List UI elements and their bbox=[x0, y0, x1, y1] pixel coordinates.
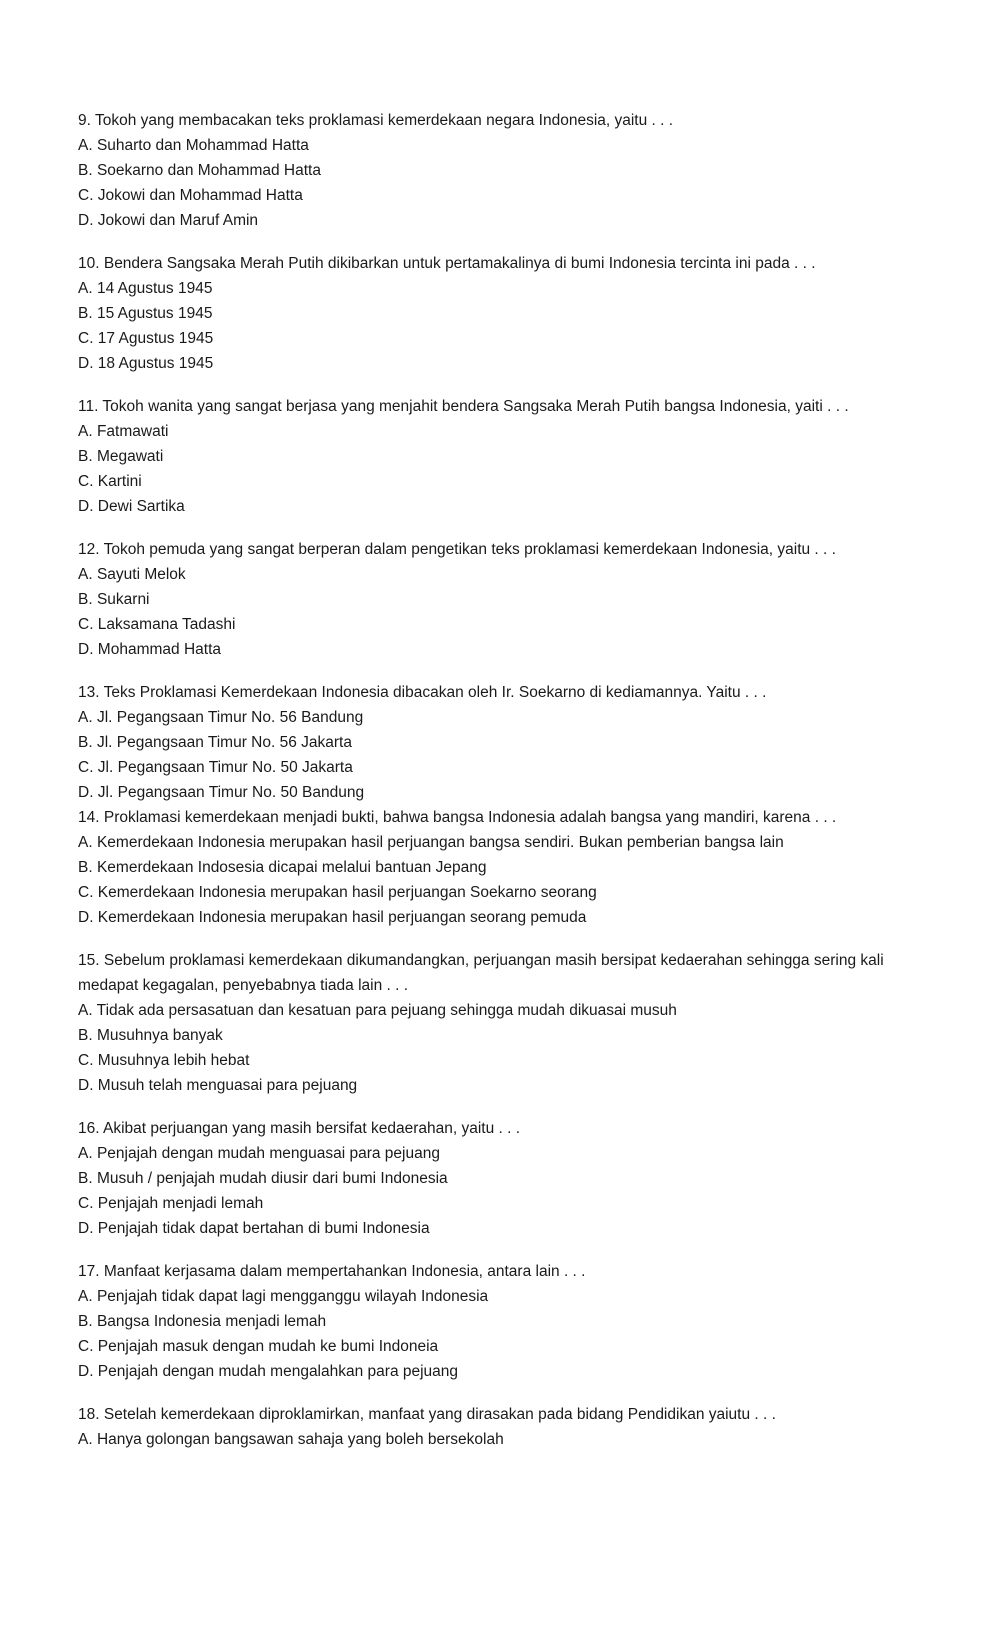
option-a: A. Tidak ada persasatuan dan kesatuan para pejuang sehingga mudah dikuasai musuh bbox=[78, 1002, 677, 1019]
question-18 bbox=[78, 1402, 938, 1452]
option-d: D. Dewi Sartika bbox=[78, 498, 185, 515]
option-c: C. Penjajah masuk dengan mudah ke bumi Indoneia bbox=[78, 1338, 439, 1355]
question-16 bbox=[78, 1116, 938, 1241]
question-11 bbox=[78, 394, 938, 519]
option-d: D. 18 Agustus 1945 bbox=[78, 355, 214, 372]
question-15 bbox=[78, 948, 938, 1098]
option-a: A. Suharto dan Mohammad Hatta bbox=[78, 137, 309, 154]
option-a: A. Jl. Pegangsaan Timur No. 56 Bandung bbox=[78, 709, 364, 726]
option-b: B. Soekarno dan Mohammad Hatta bbox=[78, 162, 321, 179]
option-a: A. Hanya golongan bangsawan sahaja yang boleh bersekolah bbox=[78, 1431, 504, 1448]
question-text: 12. Tokoh pemuda yang sangat berperan dalam pengetikan teks proklamasi kemerdekaan Indonesia, yaitu . . . bbox=[78, 541, 836, 558]
option-d: D. Jl. Pegangsaan Timur No. 50 Bandung bbox=[78, 784, 365, 801]
option-b: B. Musuh / penjajah mudah diusir dari bumi Indonesia bbox=[78, 1170, 448, 1187]
option-c: C. Jl. Pegangsaan Timur No. 50 Jakarta bbox=[78, 759, 353, 776]
question-text: 11. Tokoh wanita yang sangat berjasa yang menjahit bendera Sangsaka Merah Putih bangsa Indonesia, yaiti . . . bbox=[78, 398, 849, 415]
question-text: 17. Manfaat kerjasama dalam mempertahankan Indonesia, antara lain . . . bbox=[78, 1263, 586, 1280]
option-a: A. Kemerdekaan Indonesia merupakan hasil perjuangan bangsa sendiri. Bukan pemberian bangsa lain bbox=[78, 834, 784, 851]
option-c: C. Kemerdekaan Indonesia merupakan hasil perjuangan Soekarno seorang bbox=[78, 884, 597, 901]
option-d: D. Musuh telah menguasai para pejuang bbox=[78, 1077, 358, 1094]
option-c: C. Musuhnya lebih hebat bbox=[78, 1052, 250, 1069]
option-c: C. Kartini bbox=[78, 473, 142, 490]
option-b: B. Megawati bbox=[78, 448, 164, 465]
option-d: D. Penjajah dengan mudah mengalahkan para pejuang bbox=[78, 1363, 459, 1380]
question-10 bbox=[78, 251, 938, 376]
question-text: 10. Bendera Sangsaka Merah Putih dikibarkan untuk pertamakalinya di bumi Indonesia tercinta ini pada . . . bbox=[78, 255, 816, 272]
question-14 bbox=[78, 805, 938, 930]
option-a: A. Fatmawati bbox=[78, 423, 169, 440]
question-text: 16. Akibat perjuangan yang masih bersifat kedaerahan, yaitu . . . bbox=[78, 1120, 521, 1137]
option-b: B. Bangsa Indonesia menjadi lemah bbox=[78, 1313, 327, 1330]
option-c: C. Laksamana Tadashi bbox=[78, 616, 236, 633]
question-text: 15. Sebelum proklamasi kemerdekaan dikumandangkan, perjuangan masih bersipat kedaerahan sehingga sering kali medapat kegagalan, penyebabnya tiada lain . . . bbox=[78, 952, 884, 994]
question-17 bbox=[78, 1259, 938, 1384]
question-12 bbox=[78, 537, 938, 662]
option-b: B. 15 Agustus 1945 bbox=[78, 305, 213, 322]
option-a: A. Penjajah dengan mudah menguasai para pejuang bbox=[78, 1145, 440, 1162]
option-a: A. Penjajah tidak dapat lagi mengganggu wilayah Indonesia bbox=[78, 1288, 489, 1305]
question-text: 9. Tokoh yang membacakan teks proklamasi kemerdekaan negara Indonesia, yaitu . . . bbox=[78, 112, 674, 129]
option-d: D. Jokowi dan Maruf Amin bbox=[78, 212, 259, 229]
question-text: 13. Teks Proklamasi Kemerdekaan Indonesia dibacakan oleh Ir. Soekarno di kediamannya. Yaitu . . . bbox=[78, 684, 767, 701]
question-text: 18. Setelah kemerdekaan diproklamirkan, manfaat yang dirasakan pada bidang Pendidikan yaiutu . . . bbox=[78, 1406, 776, 1423]
question-9 bbox=[78, 108, 938, 233]
option-b: B. Jl. Pegangsaan Timur No. 56 Jakarta bbox=[78, 734, 352, 751]
question-13 bbox=[78, 680, 938, 805]
option-d: D. Kemerdekaan Indonesia merupakan hasil perjuangan seorang pemuda bbox=[78, 909, 587, 926]
option-c: C. 17 Agustus 1945 bbox=[78, 330, 214, 347]
option-a: A. 14 Agustus 1945 bbox=[78, 280, 213, 297]
option-b: B. Musuhnya banyak bbox=[78, 1027, 223, 1044]
option-d: D. Mohammad Hatta bbox=[78, 641, 221, 658]
option-c: C. Penjajah menjadi lemah bbox=[78, 1195, 264, 1212]
option-a: A. Sayuti Melok bbox=[78, 566, 186, 583]
option-b: B. Sukarni bbox=[78, 591, 150, 608]
question-text: 14. Proklamasi kemerdekaan menjadi bukti, bahwa bangsa Indonesia adalah bangsa yang mandiri, karena . . . bbox=[78, 809, 837, 826]
worksheet-page bbox=[78, 108, 938, 1470]
option-c: C. Jokowi dan Mohammad Hatta bbox=[78, 187, 303, 204]
option-d: D. Penjajah tidak dapat bertahan di bumi Indonesia bbox=[78, 1220, 430, 1237]
option-b: B. Kemerdekaan Indosesia dicapai melalui bantuan Jepang bbox=[78, 859, 487, 876]
